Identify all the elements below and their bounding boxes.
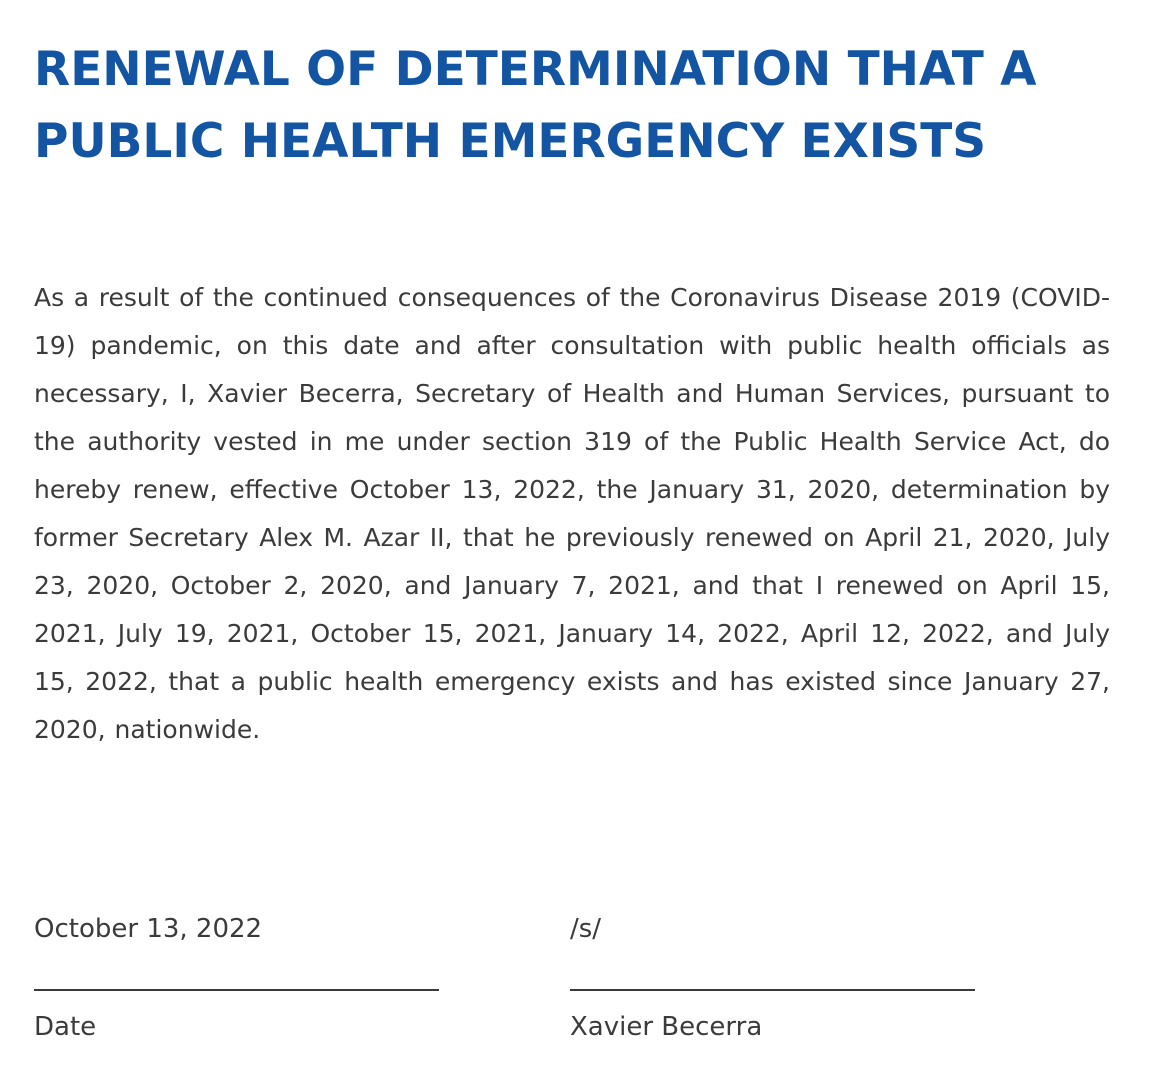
date-block xyxy=(34,905,454,1051)
date-label: Date xyxy=(34,1012,97,1042)
signature-date: October 13, 2022 xyxy=(34,914,263,944)
document-page xyxy=(34,0,1110,1065)
title-line-1: RENEWAL OF DETERMINATION THAT A xyxy=(34,42,1037,97)
determination-paragraph: As a result of the continued consequences of the Coronavirus Disease 2019 (COVID-19) pandemic, on this date and after consultation with public health officials as necessary, I, Xavier Becerra, Secretary of Health and Human Services, pursuant to the authority vested in me under section 319 of the Public Health Service Act, do hereby renew, effective October 13, 2022, the January 31, 2020, determination by former Secretary Alex M. Azar II, that he previously renewed on April 21, 2020, July 23, 2020, October 2, 2020, and January 7, 2021, and that I renewed on April 15, 2021, July 19, 2021, October 15, 2021, January 14, 2022, April 12, 2022, and July 15, 2022, that a public health emergency exists and has existed since January 27, 2020, nationwide. xyxy=(34,283,1110,744)
signature-mark: /s/ xyxy=(570,914,602,944)
document-title xyxy=(34,34,1110,178)
signer-name: Xavier Becerra xyxy=(570,1012,763,1042)
title-line-2: PUBLIC HEALTH EMERGENCY EXISTS xyxy=(34,114,987,169)
signer-signature-line xyxy=(570,989,975,991)
signer-block xyxy=(570,905,990,1051)
date-signature-line xyxy=(34,989,439,991)
